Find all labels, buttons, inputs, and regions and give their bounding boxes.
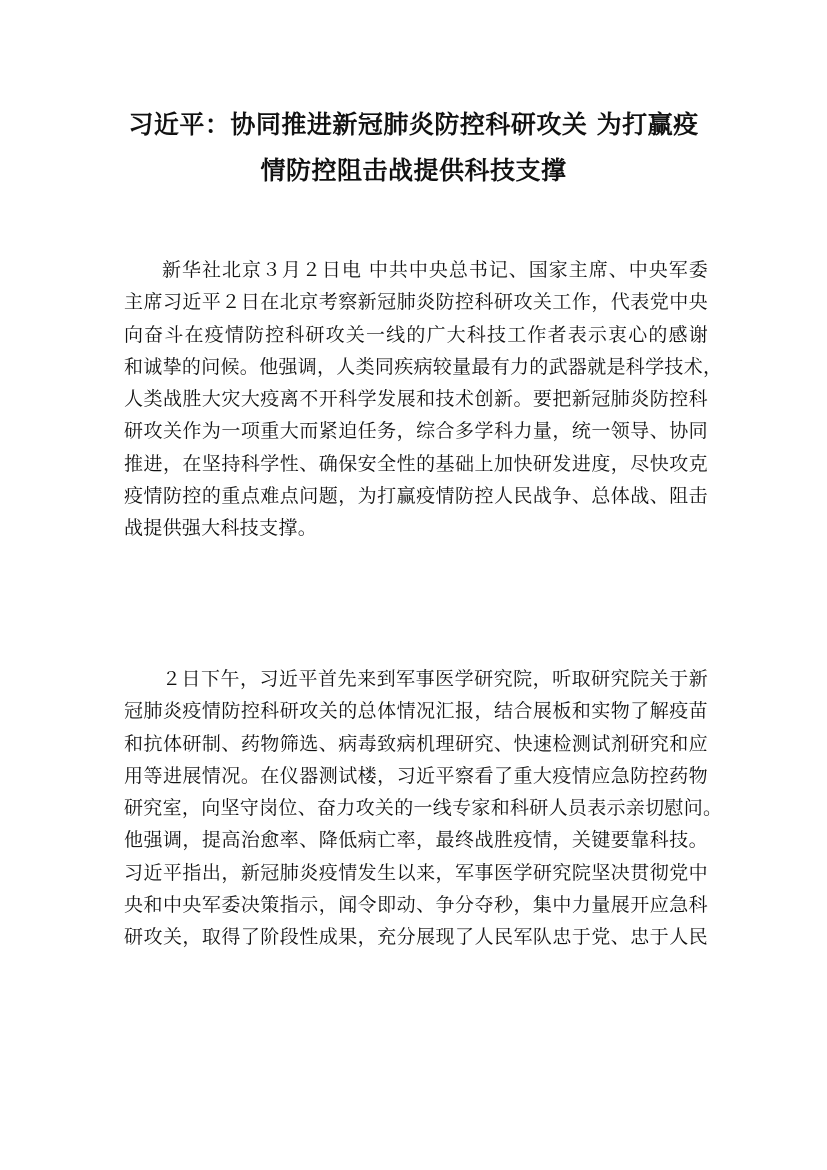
paragraph-line: 他强调，提高治愈率、降低病亡率，最终战胜疫情，关键要靠科技。 <box>124 829 708 852</box>
paragraph-line: 研究室，向坚守岗位、奋力攻关的一线专家和科研人员表示亲切慰问。 <box>124 797 723 820</box>
paragraph-line: 和抗体研制、药物筛选、病毒致病机理研究、快速检测试剂研究和应 <box>124 732 708 755</box>
paragraph-line: 研攻关作为一项重大而紧迫任务，综合多学科力量，统一领导、协同 <box>124 420 708 443</box>
title-line: 习近平：协同推进新冠肺炎防控科研攻关 为打赢疫 <box>128 110 699 139</box>
paragraph-line: 习近平指出，新冠肺炎疫情发生以来，军事医学研究院坚决贯彻党中 <box>124 861 708 884</box>
paragraph-1 <box>124 254 723 545</box>
paragraph-line: ２日下午，习近平首先来到军事医学研究院，听取研究院关于新 <box>162 668 708 690</box>
paragraph-line: 和诚挚的问候。他强调，人类同疾病较量最有力的武器就是科学技术， <box>124 355 723 378</box>
article-title <box>100 102 727 194</box>
paragraph-line: 新华社北京３月２日电 中共中央总书记、国家主席、中央军委 <box>162 259 708 281</box>
paragraph-line: 主席习近平２日在北京考察新冠肺炎防控科研攻关工作，代表党中央 <box>124 291 708 314</box>
paragraph-line: 战提供强大科技支撑。 <box>124 517 318 540</box>
paragraph-line: 人类战胜大灾大疫离不开科学发展和技术创新。要把新冠肺炎防控科 <box>124 388 708 411</box>
paragraph-2 <box>124 663 723 954</box>
paragraph-line: 央和中央军委决策指示，闻令即动、争分夺秒，集中力量展开应急科 <box>124 894 708 917</box>
paragraph-line: 疫情防控的重点难点问题，为打赢疫情防控人民战争、总体战、阻击 <box>124 485 708 508</box>
paragraph-line: 研攻关，取得了阶段性成果，充分展现了人民军队忠于党、忠于人民 <box>124 926 708 949</box>
paragraph-line: 冠肺炎疫情防控科研攻关的总体情况汇报，结合展板和实物了解疫苗 <box>124 700 708 723</box>
paragraph-line: 推进，在坚持科学性、确保安全性的基础上加快研发进度，尽快攻克 <box>124 452 708 475</box>
paragraph-line: 用等进展情况。在仪器测试楼，习近平察看了重大疫情应急防控药物 <box>124 764 708 787</box>
title-line: 情防控阻击战提供科技支撑 <box>260 156 567 185</box>
paragraph-line: 向奋斗在疫情防控科研攻关一线的广大科技工作者表示衷心的感谢 <box>124 323 708 346</box>
